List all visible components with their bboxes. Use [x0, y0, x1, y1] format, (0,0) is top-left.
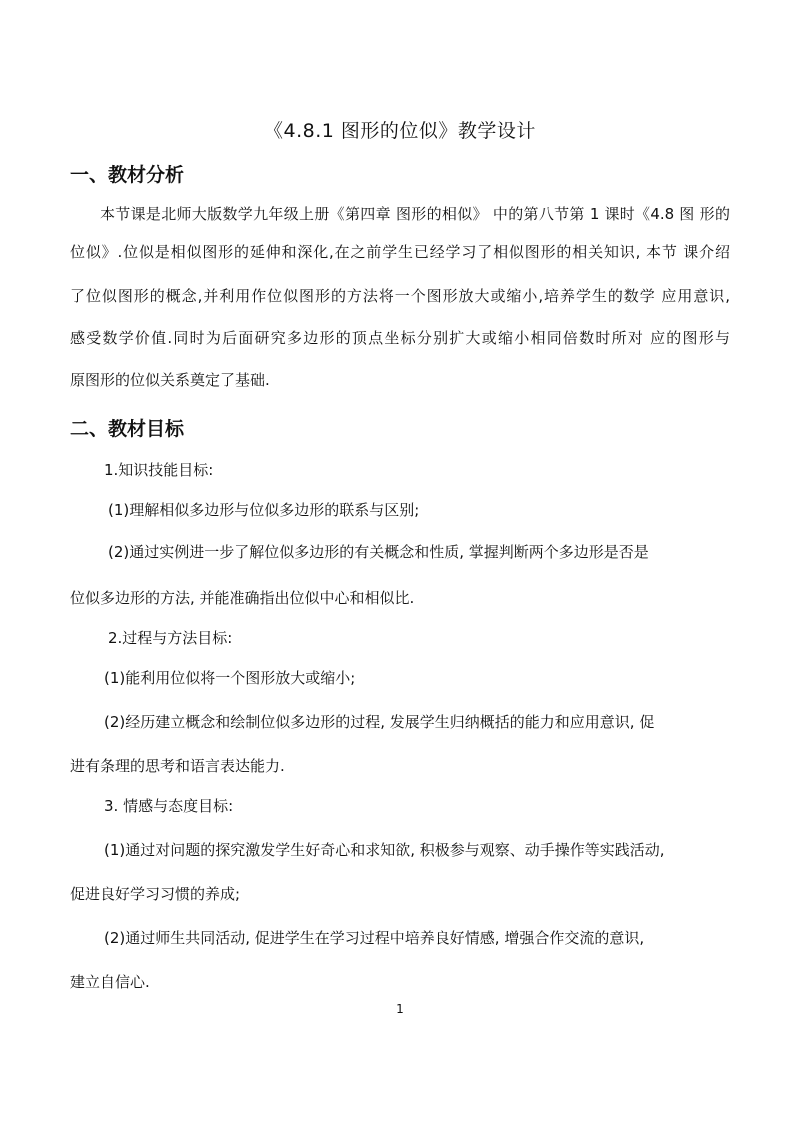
- goal-item: (2)通过师生共同活动, 促进学生在学习过程中培养良好情感, 增强合作交流的意识,: [104, 929, 645, 947]
- goal-heading-knowledge: 1.知识技能目标:: [104, 461, 214, 479]
- section-heading-textbook-goals: 二、教材目标: [70, 418, 185, 440]
- goal-item: (1)理解相似多边形与位似多边形的联系与区别;: [108, 501, 420, 519]
- goal-item: (2)通过实例进一步了解位似多边形的有关概念和性质, 掌握判断两个多边形是否是: [108, 543, 649, 561]
- goal-heading-process: 2.过程与方法目标:: [108, 629, 233, 647]
- goal-item: (1)能利用位似将一个图形放大或缩小;: [104, 669, 356, 687]
- paragraph-line: 位似》.位似是相似图形的延伸和深化,在之前学生已经学习了相似图形的相关知识, 本节 课介绍: [70, 243, 730, 261]
- paragraph-line: 感受数学价值.同时为后面研究多边形的顶点坐标分别扩大或缩小相同倍数时所对 应的图形与: [70, 329, 730, 347]
- paragraph-line: 本节课是北师大版数学九年级上册《第四章 图形的相似》 中的第八节第 1 课时《4.8 图 形的: [100, 205, 730, 223]
- goal-item: (2)经历建立概念和绘制位似多边形的过程, 发展学生归纳概括的能力和应用意识, 促: [104, 713, 655, 731]
- paragraph-line: 原图形的位似关系奠定了基础.: [70, 371, 270, 389]
- goal-item-continuation: 位似多边形的方法, 并能准确指出位似中心和相似比.: [70, 589, 415, 607]
- goal-item-continuation: 促进良好学习习惯的养成;: [70, 885, 241, 903]
- goal-item-continuation: 进有条理的思考和语言表达能力.: [70, 757, 285, 775]
- page-number: 1: [396, 1002, 404, 1016]
- goal-item: (1)通过对问题的探究激发学生好奇心和求知欲, 积极参与观察、动手操作等实践活动,: [104, 841, 665, 859]
- paragraph-line: 了位似图形的概念,并利用作位似图形的方法将一个图形放大或缩小,培养学生的数学 应用意识,: [70, 287, 730, 305]
- document-title: 《4.8.1 图形的位似》教学设计: [264, 120, 536, 142]
- section-heading-textbook-analysis: 一、教材分析: [70, 164, 185, 186]
- goal-item-continuation: 建立自信心.: [70, 973, 150, 991]
- goal-heading-attitude: 3. 情感与态度目标:: [104, 797, 234, 815]
